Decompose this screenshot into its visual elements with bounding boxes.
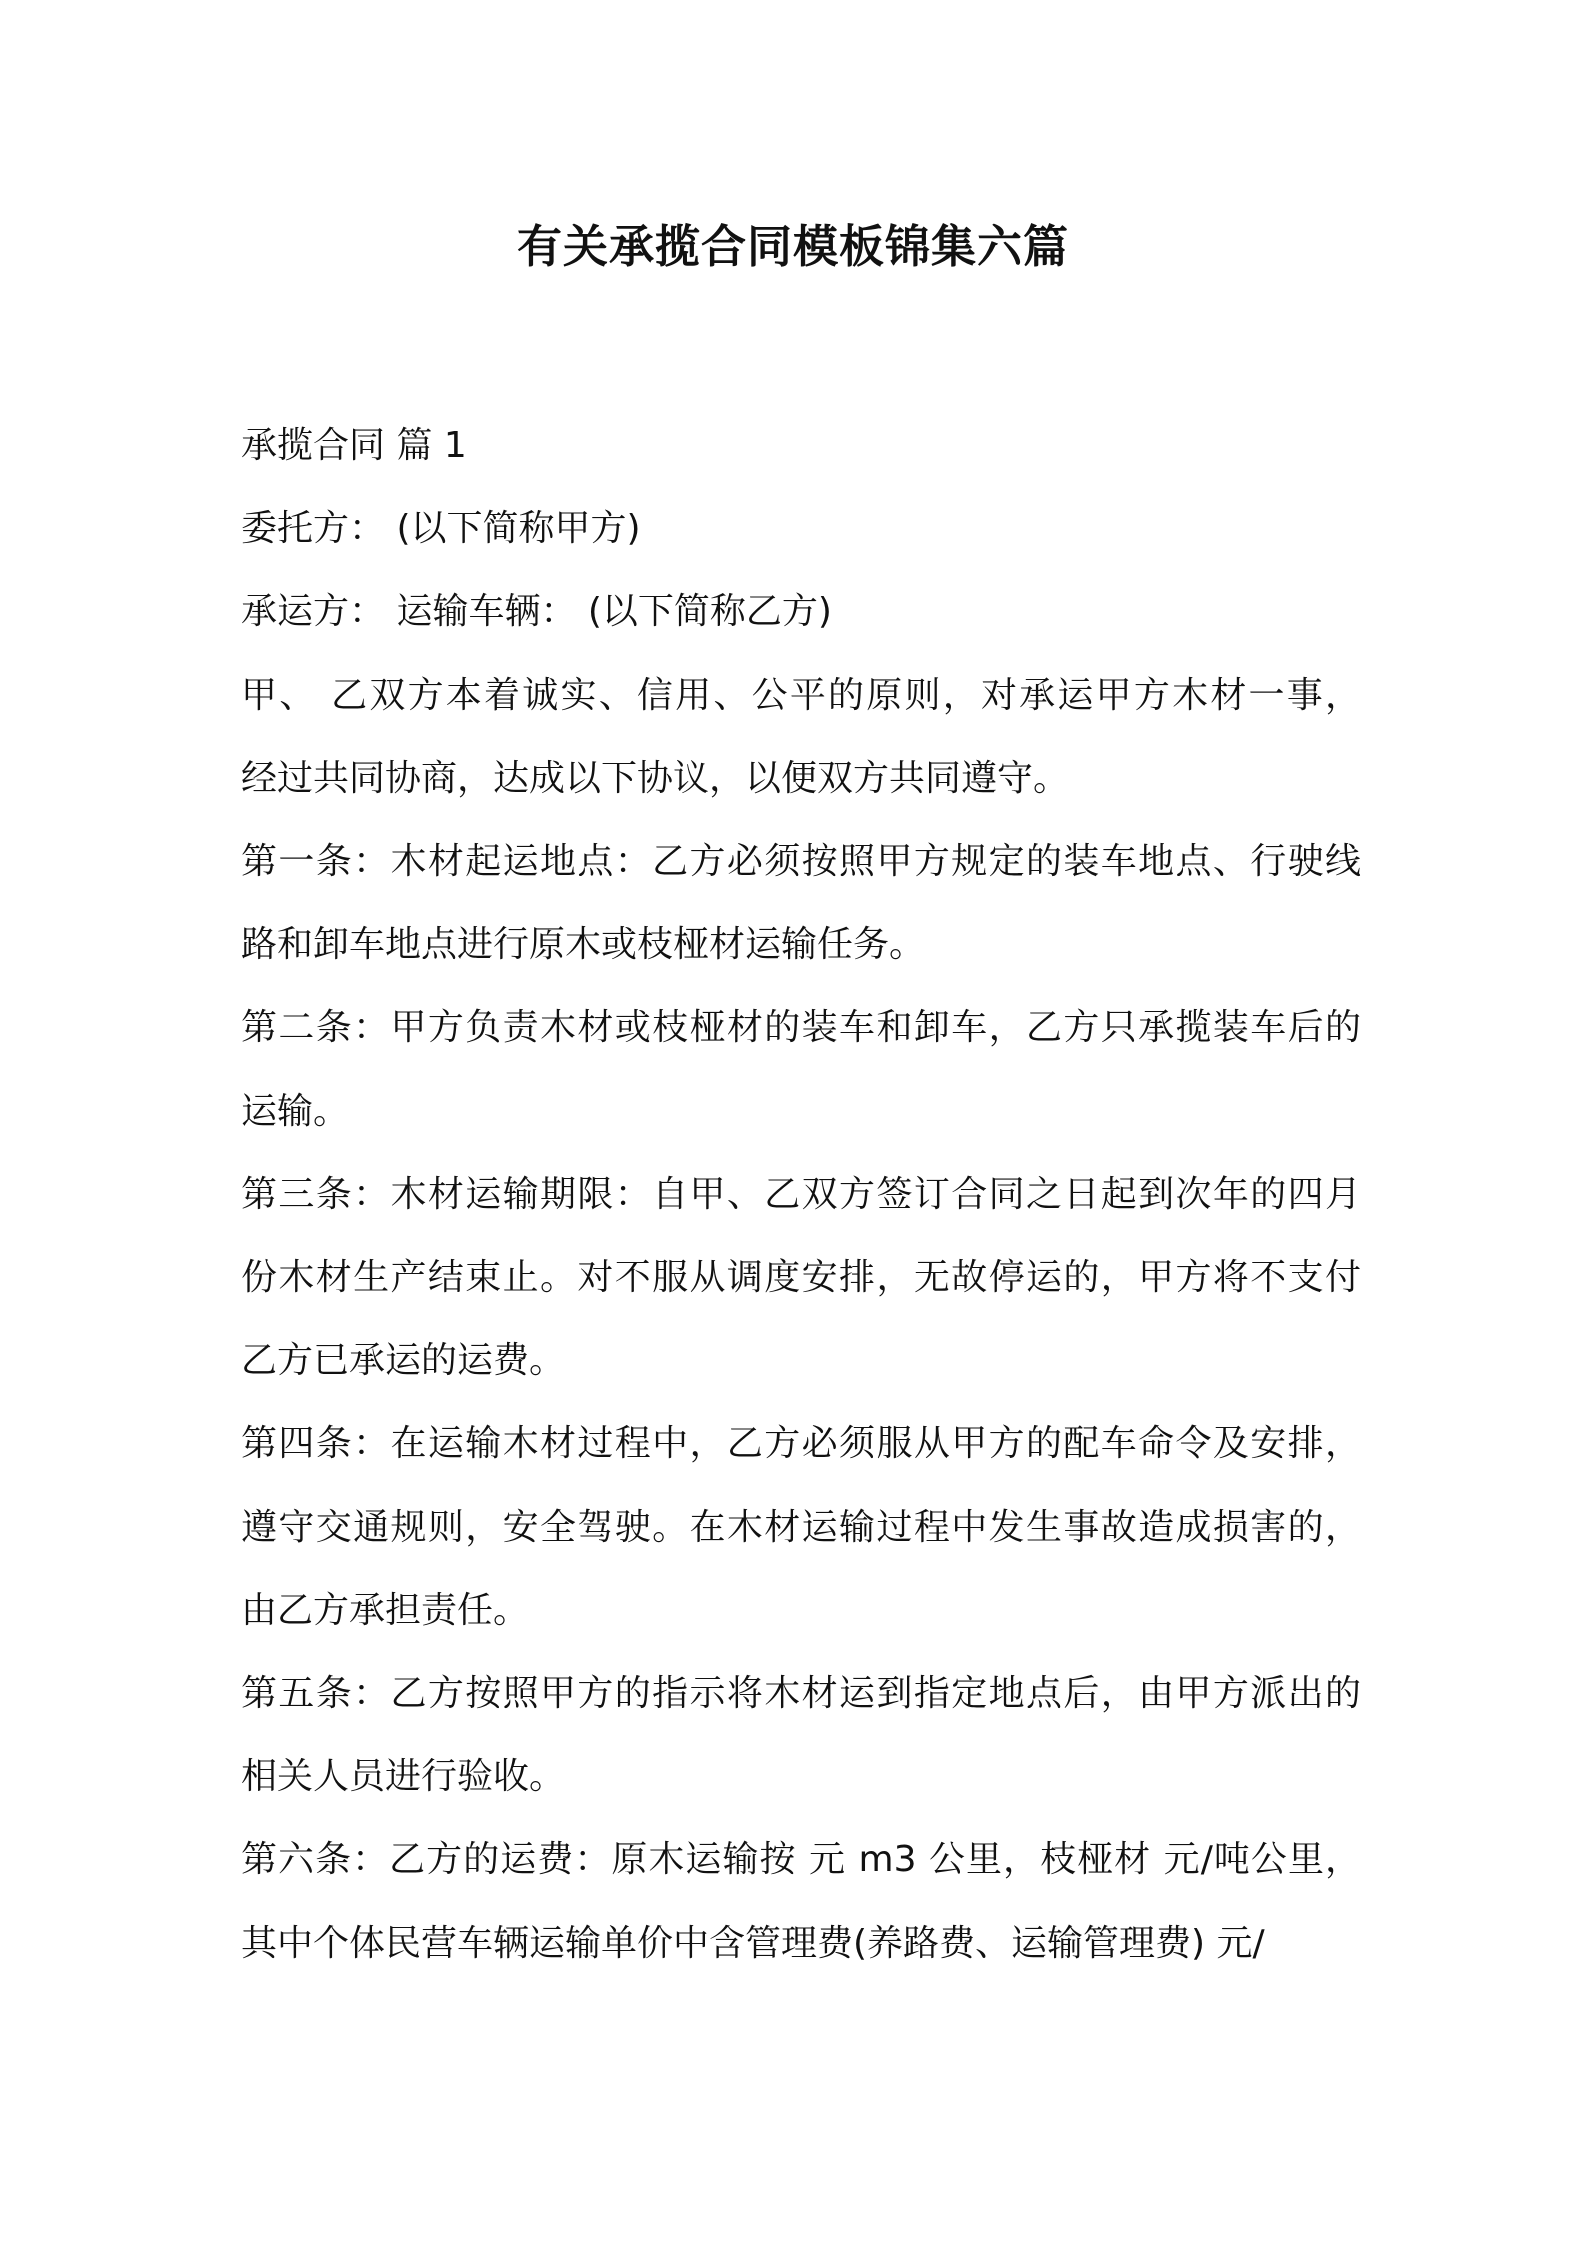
- paragraph-line: 经过共同协商，达成以下协议，以便双方共同遵守。: [241, 757, 1070, 799]
- document-title: 有关承揽合同模板锦集六篇: [516, 220, 1069, 273]
- paragraph-line: 遵守交通规则，安全驾驶。在木材运输过程中发生事故造成损害的，: [241, 1506, 1361, 1548]
- paragraph-line: 其中个体民营车辆运输单价中含管理费(养路费、运输管理费) 元/: [241, 1922, 1265, 1964]
- paragraph-line: 第一条：木材起运地点：乙方必须按照甲方规定的装车地点、行驶线: [241, 841, 1361, 883]
- paragraph-line: 路和卸车地点进行原木或枝桠材运输任务。: [241, 924, 926, 966]
- paragraph-line: 第三条：木材运输期限：自甲、乙双方签订合同之日起到次年的四月: [241, 1173, 1361, 1215]
- paragraph-line: 第六条：乙方的运费：原木运输按 元 m3 公里，枝桠材 元/吨公里，: [241, 1839, 1361, 1881]
- paragraph-line: 由乙方承担责任。: [241, 1589, 530, 1631]
- paragraph-line: 第五条：乙方按照甲方的指示将木材运到指定地点后，由甲方派出的: [241, 1673, 1361, 1715]
- paragraph-line: 承揽合同 篇 1: [241, 425, 467, 466]
- paragraph-line: 甲、 乙双方本着诚实、信用、公平的原则，对承运甲方木材一事，: [241, 674, 1361, 716]
- paragraph-line: 份木材生产结束止。对不服从调度安排，无故停运的，甲方将不支付: [241, 1257, 1361, 1299]
- paragraph-line: 运输。: [241, 1090, 350, 1132]
- paragraph-line: 承运方： 运输车辆： (以下简称乙方): [241, 591, 832, 633]
- paragraph-line: 第二条：甲方负责木材或枝桠材的装车和卸车，乙方只承揽装车后的: [241, 1007, 1361, 1049]
- paragraph-line: 第四条：在运输木材过程中，乙方必须服从甲方的配车命令及安排，: [241, 1423, 1361, 1465]
- paragraph-line: 乙方已承运的运费。: [241, 1340, 566, 1382]
- paragraph-line: 委托方： (以下简称甲方): [241, 508, 641, 550]
- paragraph-line: 相关人员进行验收。: [241, 1756, 566, 1798]
- document-body: [241, 404, 1361, 1985]
